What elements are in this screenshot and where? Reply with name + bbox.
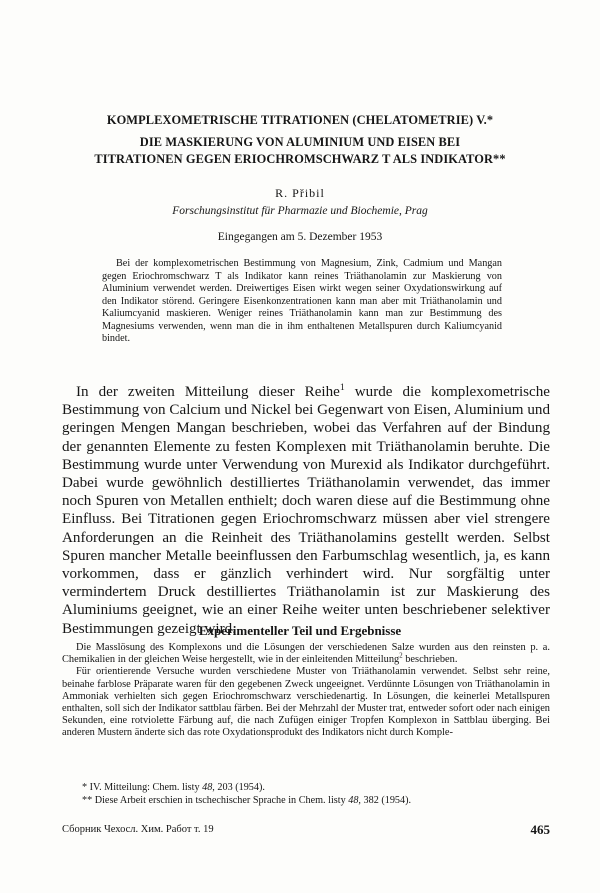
page-footer bbox=[62, 822, 550, 838]
body-paragraph-2: Für orientierende Versuche wurden verschiedene Muster von Triäthanolamin verwendet. Selbst sehr reine, beinahe farblose Präparate waren für den gegebenen Zweck ungeeignet. Verdünnte Lösungen von Triäthanolamin in Ammoniak verhielten sich gegen Eriochromschwarz verschiedenartig. In Lösungen, die keinerlei Metallspuren enthalten, soll sich der Indikator sattblau färben. Bei der Mehrzahl der Muster trat, entweder sofort oder nach einigen Sekunden, eine rotviolette Färbung auf, die nach Zufügen einiger Tropfen Komplexon in Sattblau überging. Bei anderen Mustern änderte sich das rote Oxydationsprodukt des Indikators nicht durch Komple- bbox=[62, 666, 550, 739]
body-p1-text-b: beschrieben. bbox=[402, 654, 458, 666]
section-heading: Experimenteller Teil und Ergebnisse bbox=[198, 623, 402, 638]
institution: Forschungsinstitut für Pharmazie und Biochemie, Prag bbox=[172, 205, 428, 217]
footnote-1-text-b: , 203 (1954). bbox=[212, 782, 265, 793]
intro-paragraph bbox=[62, 383, 550, 638]
received-date: Eingegangen am 5. Dezember 1953 bbox=[217, 231, 383, 243]
reference-1: 1 bbox=[339, 381, 345, 393]
footnote-1-volume: 48 bbox=[202, 782, 213, 793]
intro-text-1: In der zweiten Mitteilung dieser Reihe bbox=[76, 384, 340, 400]
reference-2: 2 bbox=[399, 652, 403, 660]
footnote-2-text-b: , 382 (1954). bbox=[358, 795, 412, 806]
title-line-2: DIE MASKIERUNG VON ALUMINIUM UND EISEN BEI bbox=[139, 135, 461, 149]
footnote-1 bbox=[62, 781, 550, 794]
intro-text-2: wurde die komplexometrische Bestimmung von Calcium und Nickel bei Gegenwart von Eisen, Aluminium und geringen Mengen Mangan beschrieben, wobei das Verfahren auf der Bindung der genannten Elemente zu festen Komplexen mit Triäthanolamin beruhte. Die Bestimmung wurde unter Verwendung von Murexid als Indikator durchgeführt. Dabei wurde gewöhnlich destilliertes Triäthanolamin verwendet, das immer noch Spuren von Metallen enthielt; doch waren diese auf die Bestimmung ohne Einfluss. Bei Titrationen gegen Eriochromschwarz müssen aber viel strengere Anforderungen an die Reinheit des Triäthanolamins gestellt werden. Selbst Spuren mancher Metalle beeinflussen den Farbumschlag wesentlich, ja, es kann vorkommen, dass er gänzlich verhindert wird. Nur sorgfältig unter vermindertem Druck destilliertes Triäthanolamin ist zur Maskierung des Aluminiums geeignet, wie an einer Reihe weiter unten beschriebener selektiver Bestimmungen gezeigt wird. bbox=[62, 384, 550, 637]
journal-name: Сборник Чехосл. Хим. Работ т. 19 bbox=[62, 824, 214, 835]
footnote-2-mark: ** bbox=[82, 795, 93, 806]
footnotes bbox=[62, 781, 550, 807]
abstract-text: Bei der komplexometrischen Bestimmung von Magnesium, Zink, Cadmium und Mangan gegen Eriochromschwarz T als Indikator kann reines Triäthanolamin zur Maskierung von Aluminium verwendet werden. Dreiwertiges Eisen wirkt wegen seiner Oxydationswirkung auf den Indikator störend. Geringere Eisenkonzentrationen kann man aber mit Triäthanolamin und Kaliumcyanid maskieren. Weniger reines Triäthanolamin kann man zur Bestimmung des Magnesiums verwenden, wenn man die in ihm enthaltenen Metallspuren durch Kaliumcyanid bindet. bbox=[102, 258, 502, 344]
footnote-2-text-a: Diese Arbeit erschien in tschechischer Sprache in Chem. listy bbox=[92, 795, 349, 806]
body-p1-text-a: Die Masslösung des Komplexons und die Lösungen der verschiedenen Salze wurden aus den reinsten p. a. Chemikalien in der gleichen Weise hergestellt, wie in der einleitenden Mitteilung bbox=[62, 642, 550, 666]
section-body bbox=[62, 642, 550, 740]
footnote-1-mark: * bbox=[82, 782, 88, 793]
title-line-3: TITRATIONEN GEGEN ERIOCHROMSCHWARZ T ALS INDIKATOR** bbox=[94, 152, 506, 166]
footnote-2-volume: 48 bbox=[348, 795, 359, 806]
abstract bbox=[102, 258, 502, 346]
title-line-1: KOMPLEXOMETRISCHE TITRATIONEN (CHELATOMETRIE) V.* bbox=[106, 113, 494, 127]
body-paragraph-1 bbox=[62, 642, 550, 666]
footnote-1-text-a: IV. Mitteilung: Chem. listy bbox=[87, 782, 203, 793]
author: R. Přibil bbox=[275, 186, 325, 200]
page-number: 465 bbox=[530, 822, 550, 837]
footnote-2 bbox=[62, 794, 550, 807]
introduction bbox=[62, 383, 550, 638]
